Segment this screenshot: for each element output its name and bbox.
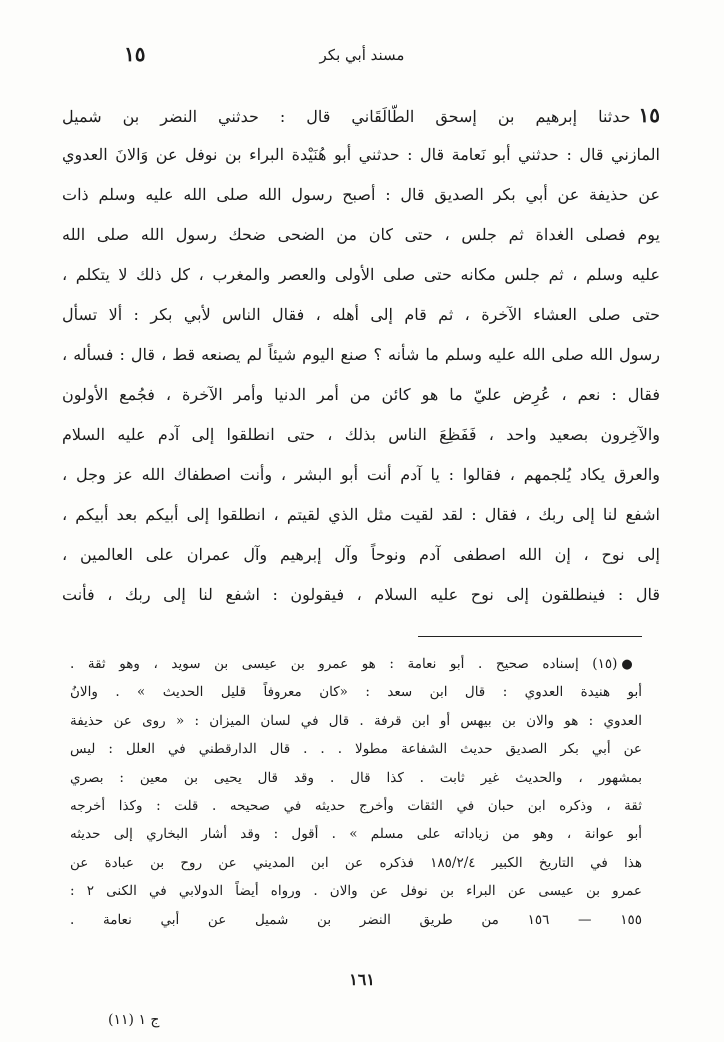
footnote-line: بمشهور ، والحديث غير ثابت . كذا قال . وقد قال يحيى بن معين : بصري	[70, 769, 642, 786]
footnote-line: ثقة ، وذكره ابن حبان في الثقات وأخرج حديثه في صحيحه . قلت : وكذا أخرجه	[70, 797, 642, 814]
hadith-line: والعرق يكاد يُلجمهم ، فقالوا : يا آدم أنت أبو البشر ، وأنت اصطفاك الله عز وجل ،	[62, 465, 660, 484]
section-number: ١٥	[124, 42, 146, 66]
hadith-line: عن حذيفة عن أبي بكر الصديق قال : أصبح رسول الله صلى الله عليه وسلم ذات	[62, 185, 660, 204]
hadith-line: حتى صلى العشاء الآخرة ، ثم قام إلى أهله ، فقال الناس لأبي بكر : ألا تسأل	[62, 305, 660, 324]
footnote-divider	[418, 636, 642, 637]
running-title: مسند أبي بكر	[319, 46, 405, 64]
footnote-line: ١٥٥ — ١٥٦ من طريق النضر بن شميل عن أبي نعامة .	[70, 911, 642, 928]
hadith-line-text: حدثنا إبرهيم بن إسحق الطّالَقَاني قال : حدثني النضر بن شميل	[62, 107, 631, 126]
hadith-line: فقال : نعم ، عُرِض عليّ ما هو كائن من أمر الدنيا وأمر الآخرة ، فجُمع الأولون	[62, 385, 660, 404]
hadith-line: اشفع لنا إلى ربك ، فقال : لقد لقيت مثل الذي لقيتم ، انطلقوا إلى أبيكم بعد أبيكم ،	[62, 505, 660, 524]
footnote-line: هذا في التاريخ الكبير ١٨٥/٢/٤ فذكره عن ابن المديني عن روح بن عبادة عن	[70, 854, 642, 871]
hadith-line: عليه وسلم ، ثم جلس مكانه حتى صلى الأولى والعصر والمغرب ، كل ذلك لا يتكلم ،	[62, 265, 660, 284]
hadith-line: يوم فصلى الغداة ثم جلس ، حتى كان من الضحى ضحك رسول الله صلى الله	[62, 225, 660, 244]
footnote-line: عن أبي بكر الصديق حديث الشفاعة مطولا . . . قال الدارقطني في العلل : ليس	[70, 741, 642, 758]
hadith-line: المازني قال : حدثني أبو نَعامة قال : حدثني أبو هُنَيْدة البراء بن نوفل عن وَالانَ العدوي	[62, 145, 660, 164]
hadith-line: والآخِرون بصعيد واحد ، فَفَظِعَ الناس بذلك ، حتى انطلقوا إلى آدم عليه السلام	[62, 425, 660, 444]
footnote-line: عمرو بن عيسى عن البراء بن نوفل عن والان . ورواه أيضاً الدولابي في الكنى ٢ :	[70, 883, 642, 900]
bullet-icon: ●	[621, 657, 642, 672]
footnote-line: العدوي : هو والان بن بيهس أو ابن قرفة . قال في لسان الميزان : « روى عن حذيفة	[70, 712, 642, 729]
footnotes	[70, 650, 642, 934]
page-header	[60, 40, 664, 80]
hadith-line: رسول الله صلى الله عليه وسلم ما شأنه ؟ صنع اليوم شيئاً لم يصنعه قط ، قال : فسأله ،	[62, 345, 660, 364]
footnote-line: أبو هنيدة العدوي : قال ابن سعد : «كان معروفاً قليل الحديث » . والانُ	[70, 684, 642, 701]
footnote-line-text: (١٥) إسناده صحيح . أبو نعامة : هو عمرو بن عيسى بن سويد ، وهو ثقة .	[70, 656, 618, 672]
hadith-text	[62, 95, 660, 615]
hadith-number: ١٥	[638, 103, 660, 127]
footnote-line	[70, 650, 642, 678]
hadith-line	[62, 95, 660, 135]
footnote-line: أبو عوانة ، وهو من زياداته على مسلم » . أقول : وقد أشار البخاري إلى حديثه	[70, 826, 642, 843]
printer-signature: ج ١ (١١)	[108, 1012, 160, 1028]
page-number: ١٦١	[349, 970, 375, 989]
hadith-line: إلى نوح ، إن الله اصطفى آدم ونوحاً وآل إبرهيم وآل عمران على العالمين ،	[62, 545, 660, 564]
hadith-line: قال : فينطلقون إلى نوح عليه السلام ، فيقولون : اشفع لنا إلى ربك ، فأنت	[62, 585, 660, 604]
